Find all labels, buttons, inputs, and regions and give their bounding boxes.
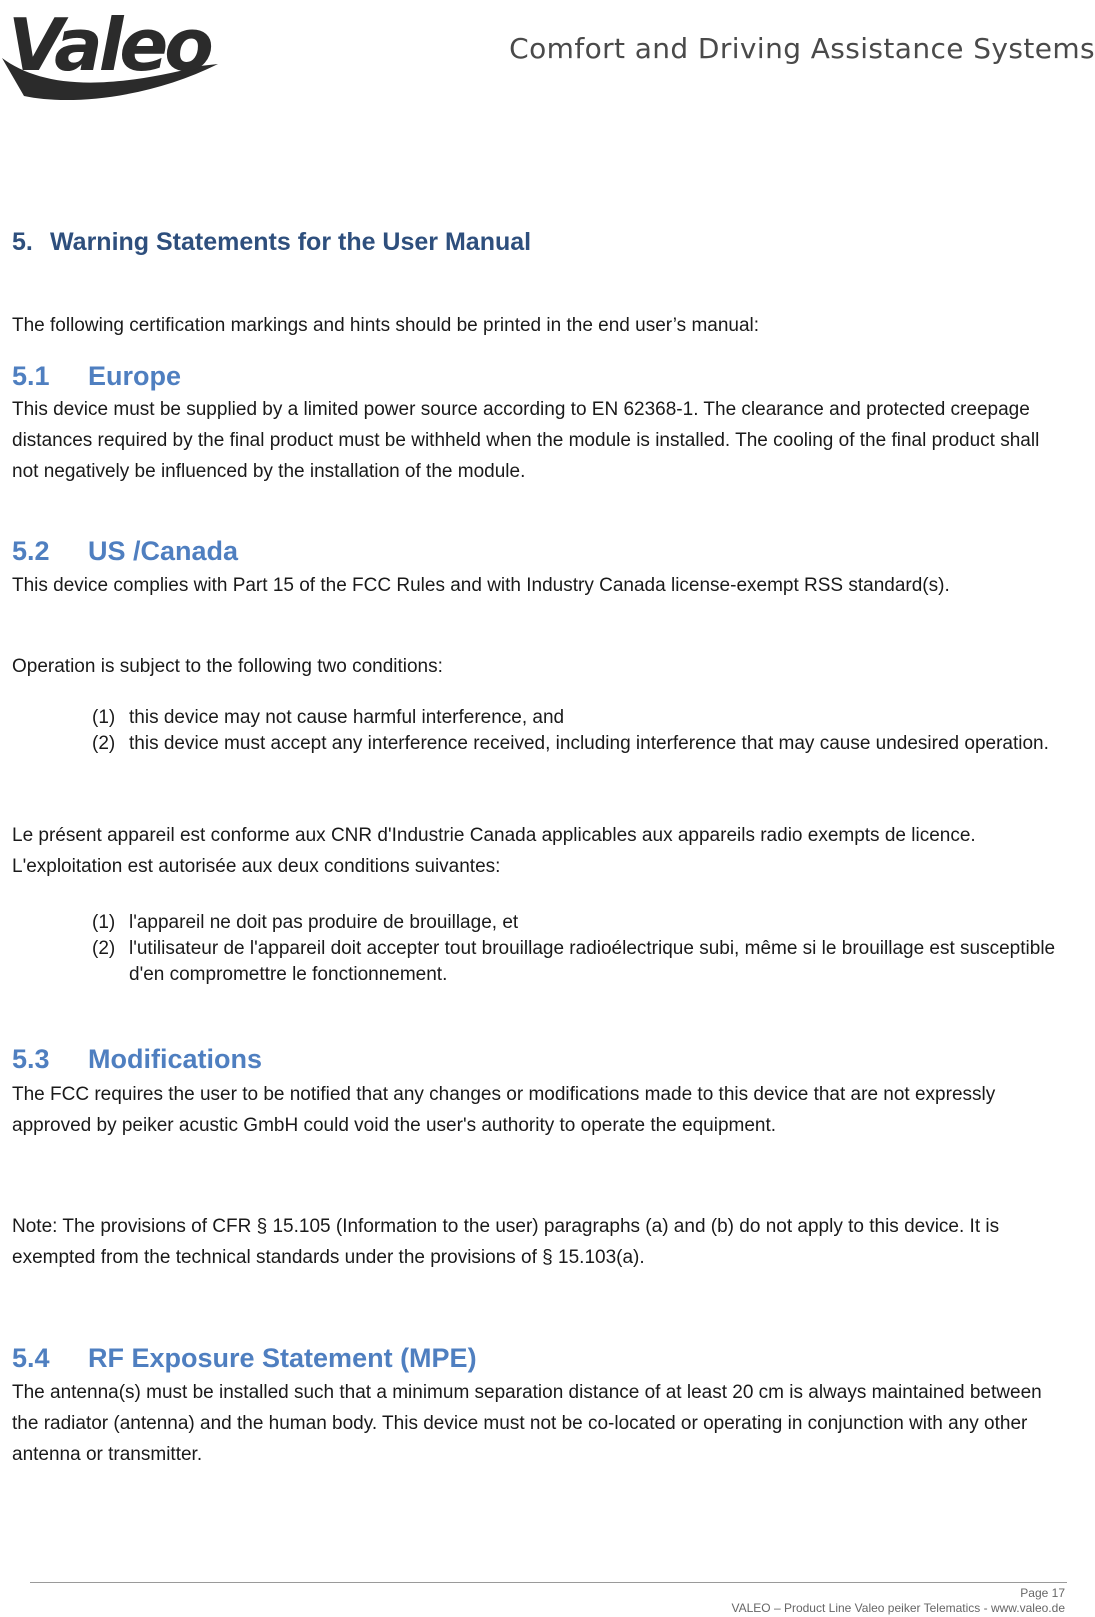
footer-divider [30,1582,1067,1583]
chapter-number: 5. [12,228,33,256]
section-number: 5.1 [12,361,50,391]
fcc-compliance-paragraph: This device complies with Part 15 of the FCC Rules and with Industry Canada license-exempt RSS standard(s). [12,575,950,596]
list-item: (1) l'appareil ne doit pas produire de brouillage, et [92,912,519,933]
modifications-paragraph: The FCC requires the user to be notified that any changes or modifications made to this device that are not expressly approved by peiker acustic GmbH could void the user's authority to operate the equipment. [12,1084,996,1136]
section-title: Modifications [88,1044,262,1074]
rf-exposure-paragraph: The antenna(s) must be installed such that a minimum separation distance of at least 20 cm is always maintained between the radiator (antenna) and the human body. This device must not be co-located or operating in conjunction with any other antenna or transmitter. [12,1382,1042,1465]
french-compliance-paragraph: Le présent appareil est conforme aux CNR d'Industrie Canada applicables aux appareils radio exempts de licence. L'exploitation est autorisée aux deux conditions suivantes: [12,825,976,877]
section-heading-rf-exposure [12,1343,477,1374]
svg-text:Valeo: Valeo [8,3,210,87]
conditions-list-en [92,705,1065,757]
section-heading-europe [12,361,181,392]
page-number: Page 17 [1020,1586,1065,1600]
section-heading-modifications [12,1044,262,1075]
list-item: (2) this device must accept any interference received, including interference that may cause undesired operation. [92,733,1049,754]
list-item: (2) l'utilisateur de l'appareil doit accepter tout brouillage radioélectrique subi, même si le brouillage est susceptible d'en compromettre le fonctionnement. [92,938,1056,985]
section-heading-us-canada [12,536,238,567]
list-item: (1) this device may not cause harmful interference, and [92,707,565,728]
provisions-note: Note: The provisions of CFR § 15.105 (Information to the user) paragraphs (a) and (b) do not apply to this device. It is exempted from the technical standards under the provisions of § 15.103(a). [12,1216,1000,1268]
valeo-logo [0,0,240,104]
section-title: RF Exposure Statement (MPE) [88,1343,477,1373]
chapter-heading [12,228,531,257]
europe-paragraph: This device must be supplied by a limited power source according to EN 62368-1. The clearance and protected creepage distances required by the final product must be withheld when the module is installed. The cooling of the final product shall not negatively be influenced by the installation of the module. [12,399,1040,482]
footer-brand: VALEO – Product Line Valeo peiker Telematics - www.valeo.de [731,1601,1065,1615]
chapter-title: Warning Statements for the User Manual [50,228,532,256]
section-title: US /Canada [88,536,239,566]
section-title: Europe [88,361,182,391]
section-number: 5.2 [12,536,50,566]
chapter-intro: The following certification markings and hints should be printed in the end user’s manual: [12,315,760,336]
division-title: Comfort and Driving Assistance Systems [509,32,1095,65]
conditions-list-fr [92,910,1065,988]
section-number: 5.3 [12,1044,50,1074]
conditions-intro: Operation is subject to the following two conditions: [12,656,443,677]
section-number: 5.4 [12,1343,50,1373]
